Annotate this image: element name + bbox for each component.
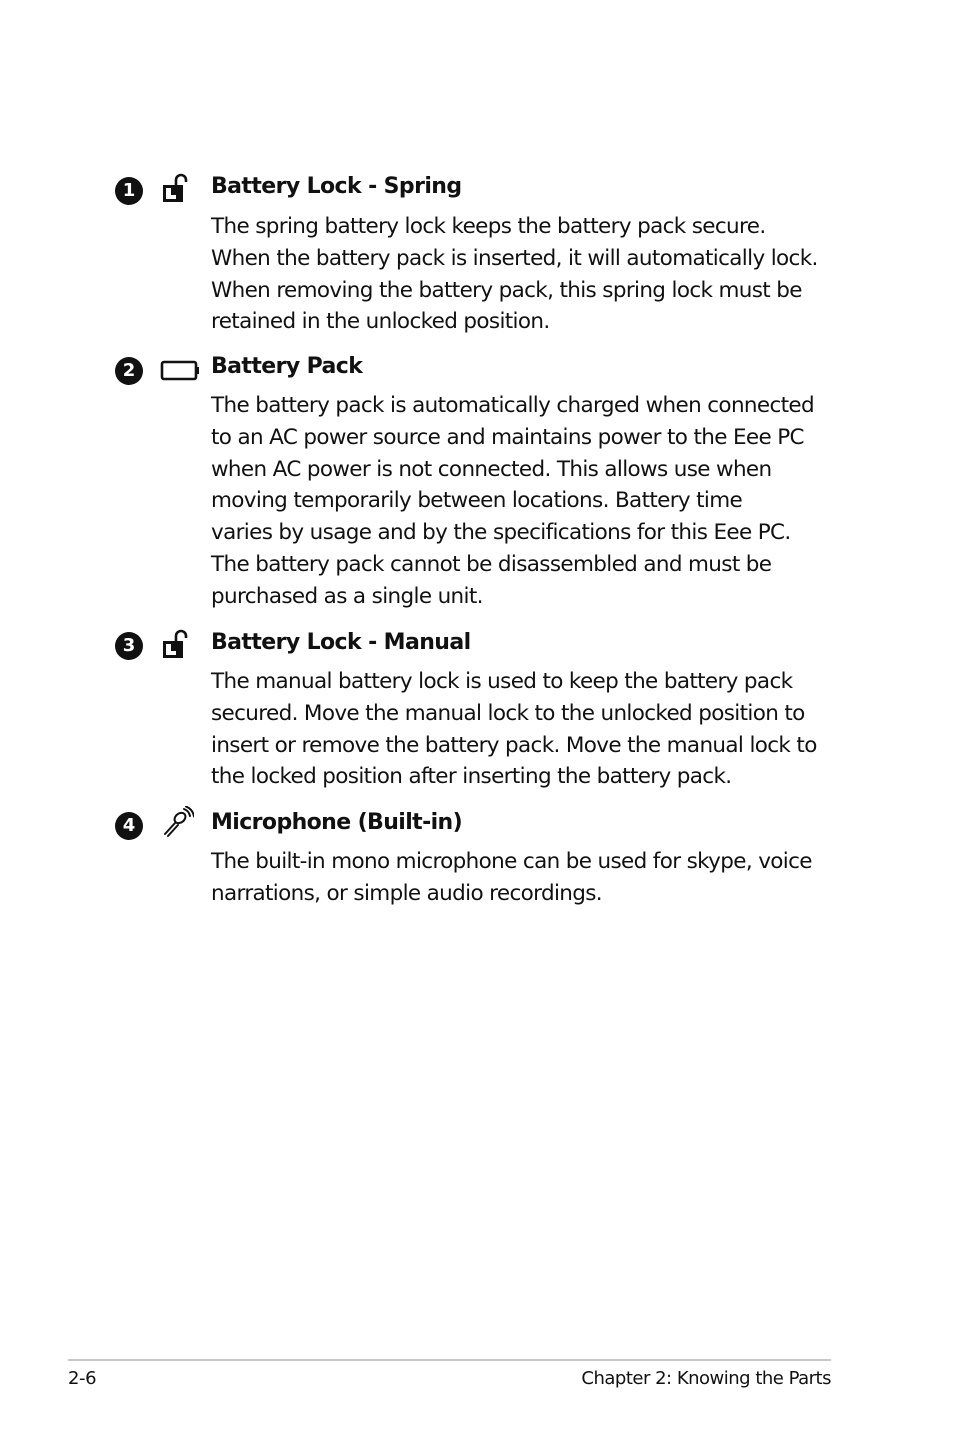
description-line: moving temporarily between locations. Battery time xyxy=(211,488,743,514)
description-line: When the battery pack is inserted, it will automatically lock. xyxy=(211,245,818,271)
section-title: Microphone (Built-in) xyxy=(211,810,463,835)
description-line: When removing the battery pack, this spring lock must be xyxy=(211,277,802,303)
number-badge: 3 xyxy=(115,632,143,660)
description-line: The spring battery lock keeps the battery pack secure. xyxy=(211,214,766,239)
microphone-icon xyxy=(160,806,194,840)
description-line: varies by usage and by the specifications for this Eee PC. xyxy=(211,520,791,546)
chapter-title: Chapter 2: Knowing the Parts xyxy=(581,1368,831,1389)
description-line: The battery pack is automatically charged when connected xyxy=(211,393,814,418)
unlock-icon xyxy=(160,628,194,662)
section-title: Battery Pack xyxy=(211,354,363,379)
description-line: the locked position after inserting the battery pack. xyxy=(211,764,732,790)
unlock-icon xyxy=(160,172,194,206)
description-line: retained in the unlocked position. xyxy=(211,309,550,335)
description-line: purchased as a single unit. xyxy=(211,583,483,609)
number-badge: 1 xyxy=(115,177,143,205)
description-line: to an AC power source and maintains power to the Eee PC xyxy=(211,424,804,450)
battery-icon xyxy=(160,353,194,387)
section-description xyxy=(211,666,851,793)
description-line: secured. Move the manual lock to the unlocked position to xyxy=(211,700,805,726)
section-description xyxy=(211,211,851,338)
description-line: insert or remove the battery pack. Move the manual lock to xyxy=(211,732,817,758)
footer-divider xyxy=(68,1359,831,1361)
description-line: narrations, or simple audio recordings. xyxy=(211,880,602,906)
page-number: 2-6 xyxy=(68,1368,97,1389)
description-line: The manual battery lock is used to keep the battery pack xyxy=(211,669,793,694)
section-description xyxy=(211,390,851,613)
section-title: Battery Lock - Manual xyxy=(211,630,471,655)
number-badge: 2 xyxy=(115,357,143,385)
section-description xyxy=(211,846,851,910)
description-line: The battery pack cannot be disassembled and must be xyxy=(211,551,772,577)
description-line: when AC power is not connected. This allows use when xyxy=(211,456,772,482)
section-title: Battery Lock - Spring xyxy=(211,174,462,199)
number-badge: 4 xyxy=(115,812,143,840)
description-line: The built-in mono microphone can be used for skype, voice xyxy=(211,849,812,874)
